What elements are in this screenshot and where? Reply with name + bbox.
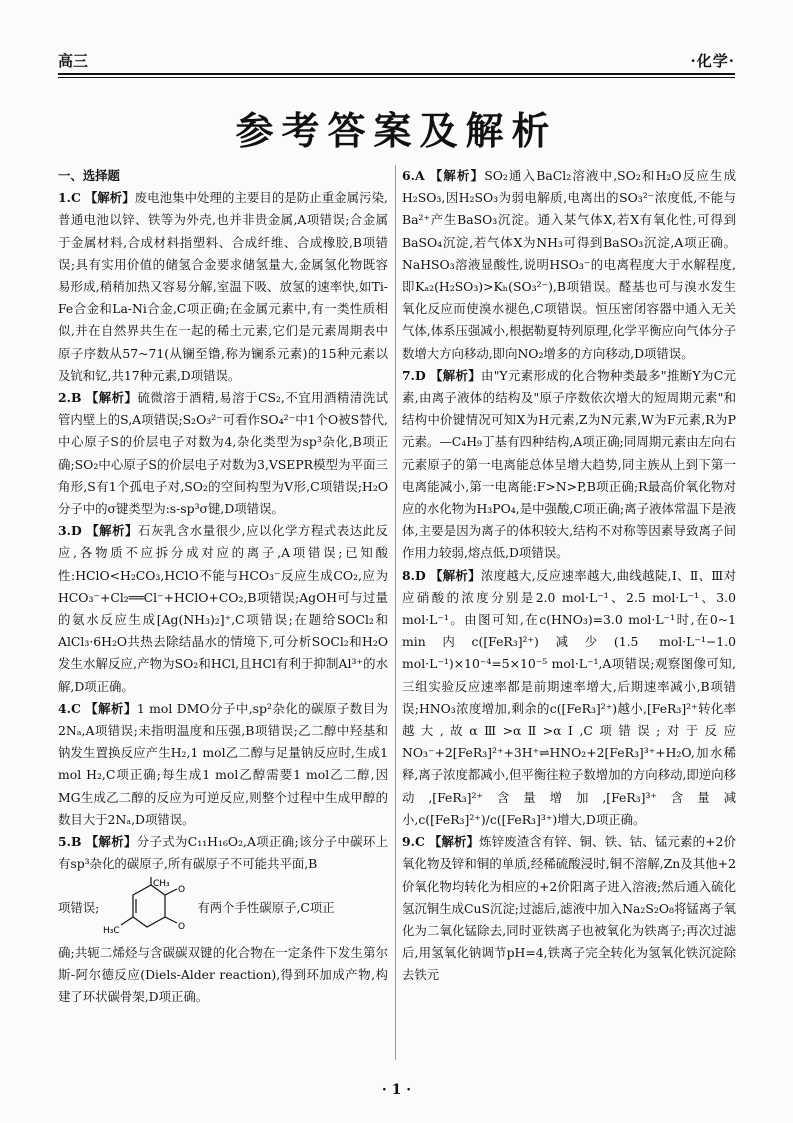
item-tag: 【解析】 xyxy=(429,367,481,383)
item-text: 1 mol DMO分子中,sp²杂化的碳原子数目为2Nₐ,A项错误;未指明温度和压强,B项错误;乙二醇中羟基和钠发生置换反应产生H₂,1 mol乙二醇与足量钠反应时,生成1 mol H₂,C项正确;每生成1 mol乙醇需要1 mol乙二醇,因MG生成乙二醇的反应为可逆反应,则整个过程中生成甲醇的数目大于2Nₐ,D项错误。 xyxy=(58,700,388,827)
item-answer: B xyxy=(70,834,82,850)
item-answer: C xyxy=(70,190,81,206)
left-column xyxy=(58,165,388,1008)
column-divider xyxy=(395,165,396,1060)
item-tag: 【解析】 xyxy=(85,390,138,406)
item-number: 4. xyxy=(58,700,71,716)
answer-item-2 xyxy=(58,387,388,520)
item-number: 8. xyxy=(402,567,415,583)
page-number: · 1 · xyxy=(381,1082,412,1098)
right-column xyxy=(402,165,736,987)
section-title: 一、选择题 xyxy=(58,168,120,183)
item-text-cont: 项错误; xyxy=(58,900,100,916)
answer-item-4 xyxy=(58,698,388,831)
item-answer: B xyxy=(70,390,82,406)
item-number: 1. xyxy=(58,190,71,206)
page-title: 参考答案及解析 xyxy=(235,109,558,153)
item-number: 7. xyxy=(402,367,415,383)
item-answer: D xyxy=(414,367,426,383)
oxygen-label-1: O xyxy=(178,884,186,895)
item-tag: 【解析】 xyxy=(85,834,137,850)
subject-label: ·化学· xyxy=(690,52,735,70)
grade-label: 高三 xyxy=(58,52,89,70)
item-tag: 【解析】 xyxy=(86,523,138,539)
item-text: 浓度越大,反应速率越大,曲线越陡,Ⅰ、Ⅱ、Ⅲ对应硝酸的浓度分别是2.0 mol·L⁻¹、2.5 mol·L⁻¹、3.0 mol·L⁻¹。由图可知,在c(HNO₃)=3.0 mol·L⁻¹时,在0~1 min内c([FeR₃]²⁺)减少(1.5 mol·L⁻¹−1.0 mol·L⁻¹)×10⁻⁴=5×10⁻⁵ mol·L⁻¹,A项错误;观察图像可知,三组实验反应速率都是前期速率增大,后期速率减小,B项错误;HNO₃浓度增加,剩余的c([FeR₃]²⁺)越小,[FeR₃]²⁺转化率越大,故αⅢ>αⅡ>αⅠ,C项错误;对于反应NO₃⁻+2[FeR₃]²⁺+3H⁺⇌HNO₂+2[FeR₃]³⁺+H₂O,加水稀释,离子浓度都减小,但平衡往粒子数增加的方向移动,即逆向移动,[FeR₃]²⁺含量增加,[FeR₃]³⁺含量减小,c([FeR₃]²⁺)/c([FeR₃]³⁺)增大,D项正确。 xyxy=(402,567,736,827)
item-tag: 【解析】 xyxy=(84,190,135,206)
item-number: 6. xyxy=(402,168,415,183)
methyl-label-top: CH₃ xyxy=(153,878,171,889)
answer-item-9 xyxy=(402,831,736,986)
item-answer: D xyxy=(70,523,82,539)
item-tag: 【解析】 xyxy=(429,168,485,183)
item-text: 由"Y元素形成的化合物种类最多"推断Y为C元素,由离子液体的结构及"原子序数依次增大的短周期元素"和结构中价键情况可知X为H元素,Z为N元素,W为F元素,R为P元素。—C₄H₉丁基有四种结构,A项正确;同周期元素由左向右元素原子的第一电离能总体呈增大趋势,同主族从上到下第一电离能减小,第一电离能:F>N>P,B项正确;R最高价氧化物对应的水化物为H₃PO₄,是中强酸,C项正确;离子液体常温下是液体,主要是因为离子的体积较大,结构不对称等因素导致离子间作用力较弱,熔点低,D项错误。 xyxy=(402,367,736,561)
item-tag: 【解析】 xyxy=(429,567,481,583)
answer-item-7 xyxy=(402,365,736,565)
item-number: 3. xyxy=(58,523,71,539)
answer-item-1 xyxy=(58,187,388,387)
item-tag: 【解析】 xyxy=(428,834,480,850)
item-number: 5. xyxy=(58,834,71,850)
item-text-cont: 有两个手性碳原子,C项正 xyxy=(197,900,335,916)
item-text: 炼锌废渣含有锌、铜、铁、钴、锰元素的+2价氧化物及锌和铜的单质,经稀硫酸浸时,铜不溶解,Zn及其他+2价氧化物均转化为相应的+2价阳离子进入溶液;然后通入硫化氢沉铜生成CuS沉淀;过滤后,滤液中加入Na₂S₂O₈将锰离子氧化为二氧化锰除去,同时亚铁离子也被氧化为铁离子;再次过滤后,用氢氧化钠调节pH=4,铁离子完全转化为氢氧化铁沉淀除去铁元 xyxy=(402,834,736,983)
item-answer: C xyxy=(70,700,81,716)
item-text: 硫微溶于酒精,易溶于CS₂,不宜用酒精清洗试管内壁上的S,A项错误;S₂O₃²⁻可看作SO₄²⁻中1个O被S替代,中心原子S的价层电子对数为4,杂化类型为sp³杂化,B项正确;SO₂中心原子S的价层电子对数为3,VSEPR模型为平面三角形,S有1个孤电子对,SO₂的空间构型为V形,C项错误;H₂O分子中的σ键类型为:s-sp³σ键,D项错误。 xyxy=(58,390,388,517)
item-answer: D xyxy=(414,567,426,583)
answer-item-5 xyxy=(58,831,388,1008)
oxygen-label-2: O xyxy=(178,921,186,932)
structure-row xyxy=(58,876,388,942)
item-number: 9. xyxy=(402,834,415,850)
item-text-cont: 确;共轭二烯烃与含碳碳双键的化合物在一定条件下发生第尔斯-阿尔德反应(Diels-Alder reaction),得到环加成产物,构建了环状碳骨架,D项正确。 xyxy=(58,944,388,1004)
item-text: 废电池集中处理的主要目的是防止重金属污染,普通电池以锌、铁等为外壳,也并非贵金属,A项错误;合金属于金属材料,合成材料指塑料、合成纤维、合成橡胶,B项错误;具有实用价值的储氢合金要求储氢量大,金属氢化物既容易形成,稍稍加热又容易分解,室温下吸、放氢的速率快,如Ti-Fe合金和La-Ni合金,C项正确;在金属元素中,有一类性质相似,并在自然界共生在一起的稀土元素,它们是元素周期表中原子序数从57~71(从镧至镥,称为镧系元素)的15种元素以及钪和钇,共17种元素,D项错误。 xyxy=(58,190,388,383)
item-tag: 【解析】 xyxy=(85,700,137,716)
header-rule-thin xyxy=(58,77,735,78)
molecule-structure-diagram xyxy=(103,877,193,941)
header-rule xyxy=(58,73,735,75)
item-text: 石灰乳含水量很少,应以化学方程式表达此反应,各物质不应拆分成对应的离子,A项错误;已知酸性:HClO<H₂CO₃,HClO不能与HCO₃⁻反应生成CO₂,应为HCO₃⁻+Cl₂══Cl⁻+HClO+CO₂,B项错误;AgOH可与过量的氨水反应生成[Ag(NH₃)₂]⁺,C项错误;在题给SOCl₂和AlCl₃·6H₂O共热去除结晶水的情境下,可分析SOCl₂和H₂O发生水解反应,产物为SO₂和HCl,且HCl有利于抑制Al³⁺的水解,D项正确。 xyxy=(58,523,388,694)
page-header xyxy=(58,50,735,72)
item-answer: A xyxy=(414,168,425,183)
item-number: 2. xyxy=(58,390,71,406)
answer-item-6 xyxy=(402,165,736,365)
answer-item-8 xyxy=(402,565,736,831)
methyl-label-left: H₃C xyxy=(103,925,121,936)
answer-item-3 xyxy=(58,520,388,698)
item-answer: C xyxy=(414,834,425,850)
item-text: SO₂通入BaCl₂溶液中,SO₂和H₂O反应生成H₂SO₃,因H₂SO₃为弱电解质,电离出的SO₃²⁻浓度低,不能与Ba²⁺产生BaSO₃沉淀。通入某气体X,若X有氧化性,可得到BaSO₄沉淀,若气体X为NH₃可得到BaSO₃沉淀,A项正确。NaHSO₃溶液显酸性,说明HSO₃⁻的电离程度大于水解程度,即Kₐ₂(H₂SO₃)>Kₕ(SO₃²⁻),B项错误。醛基也可与溴水发生氧化反应而使溴水褪色,C项错误。恒压密闭容器中通入无关气体,体系压强减小,根据勒夏特列原理,化学平衡应向气体分子数增大方向移动,即向NO₂增多的方向移动,D项错误。 xyxy=(402,168,737,361)
item-text: 分子式为C₁₁H₁₆O₂,A项正确;该分子中碳环上有sp³杂化的碳原子,所有碳原子不可能共平面,B xyxy=(58,834,388,872)
